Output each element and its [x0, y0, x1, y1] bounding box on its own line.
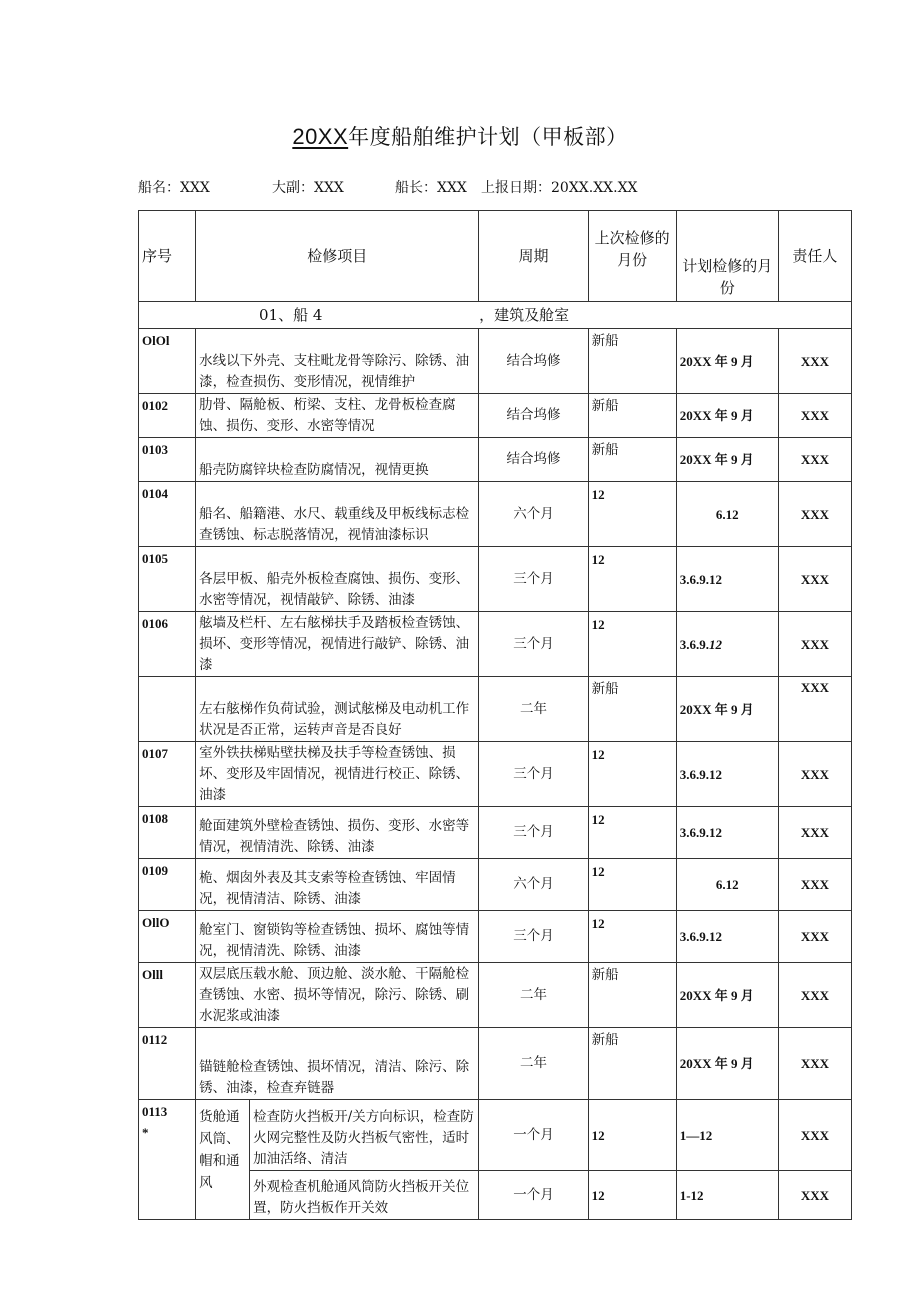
row-owner: XXX — [778, 677, 851, 742]
table-row — [139, 612, 852, 677]
row-description: 舷墙及栏杆、左右舷梯扶手及踏板检查锈蚀、损坏、变形等情况，视情进行敲铲、除锈、油漆 — [196, 612, 479, 677]
row-description: 左右舷梯作负荷试验，测试舷梯及电动机工作状况是否正常，运转声音是否良好 — [196, 677, 479, 742]
plan-text: 20XX 年 9 月 — [679, 353, 754, 369]
row-no: Olll — [139, 963, 196, 1028]
row-no — [139, 677, 196, 742]
table-row — [139, 1100, 852, 1171]
plan-text: 3.6.9.12 — [679, 571, 722, 587]
row-description: 船壳防腐锌块检查防腐情况，视情更换 — [196, 438, 479, 482]
row-owner: XXX — [778, 482, 851, 547]
row-owner: XXX — [778, 1028, 851, 1100]
row-description: 船名、船籍港、水尺、载重线及甲板线标志检查锈蚀、标志脱落情况，视情油漆标识 — [196, 482, 479, 547]
row-no: 0109 — [139, 859, 196, 911]
table-row — [139, 547, 852, 612]
row-period: 三个月 — [479, 612, 588, 677]
row-group: 货舱通风筒、帽和通风 — [196, 1100, 250, 1220]
row-period: 六个月 — [479, 859, 588, 911]
row-plan-month — [676, 547, 778, 612]
sub-period: 一个月 — [479, 1100, 588, 1171]
plan-text: 20XX 年 9 月 — [679, 987, 754, 1003]
row-last-month: 新船 — [588, 394, 676, 438]
row-owner: XXX — [778, 807, 851, 859]
row-plan-month — [676, 742, 778, 807]
first-mate: 大副：XXX — [272, 180, 344, 196]
sub-last-month: 12 — [588, 1100, 676, 1171]
row-description: 舱室门、窗锁钩等检查锈蚀、损坏、腐蚀等情况，视情清洗、除锈、油漆 — [196, 911, 479, 963]
row-last-month: 新船 — [588, 677, 676, 742]
section-right — [479, 302, 851, 329]
row-last-month: 12 — [588, 547, 676, 612]
maintenance-table — [138, 210, 852, 1220]
sub-last-month: 12 — [588, 1171, 676, 1220]
row-plan-month — [676, 963, 778, 1028]
row-owner: XXX — [778, 963, 851, 1028]
row-description: 双层底压载水舱、顶边舱、淡水舱、干隔舱检查锈蚀、水密、损坏等情况，除污、除锈、刷水泥浆或油漆 — [196, 963, 479, 1028]
sub-plan-month: 1-12 — [676, 1171, 778, 1220]
row-plan-month — [676, 482, 778, 547]
row-no-value: 0113 — [142, 1104, 168, 1119]
plan-text-italic: 12 — [708, 636, 722, 652]
row-owner: XXX — [778, 911, 851, 963]
row-plan-month — [676, 911, 778, 963]
row-period: 二年 — [479, 1028, 588, 1100]
row-last-month: 12 — [588, 742, 676, 807]
header-period: 周期 — [479, 211, 588, 302]
plan-text: 3.6.9.12 — [679, 825, 722, 840]
row-period: 结合坞修 — [479, 394, 588, 438]
row-plan-month — [676, 329, 778, 394]
row-last-month: 新船 — [588, 963, 676, 1028]
row-last-month: 12 — [588, 911, 676, 963]
row-last-month: 12 — [588, 807, 676, 859]
header-no: 序号 — [139, 211, 196, 302]
row-no: 0108 — [139, 807, 196, 859]
row-description: 各层甲板、船壳外板检查腐蚀、损伤、变形、水密等情况，视情敲铲、除锈、油漆 — [196, 547, 479, 612]
row-last-month: 新船 — [588, 438, 676, 482]
row-period: 三个月 — [479, 911, 588, 963]
row-period: 结合坞修 — [479, 329, 588, 394]
table-row — [139, 329, 852, 394]
table-row — [139, 911, 852, 963]
section-right-text: ，建筑及舱室 — [479, 305, 570, 324]
plan-text: 3.6.9.12 — [679, 766, 722, 782]
table-row — [139, 807, 852, 859]
row-last-month: 12 — [588, 482, 676, 547]
sub-description: 检查防火挡板开/关方向标识，检查防火网完整性及防火挡板气密性，适时加油活络、清洁 — [250, 1100, 479, 1171]
row-no: 0106 — [139, 612, 196, 677]
row-plan-month — [676, 394, 778, 438]
row-description: 桅、烟囱外表及其支索等检查锈蚀、牢固情况，视情清洁、除锈、油漆 — [196, 859, 479, 911]
sub-owner: XXX — [778, 1171, 851, 1220]
plan-text: 20XX 年 9 月 — [679, 1056, 754, 1071]
row-description: 舱面建筑外壁检查锈蚀、损伤、变形、水密等情况，视情清洗、除锈、油漆 — [196, 807, 479, 859]
row-period: 结合坞修 — [479, 438, 588, 482]
header-plan: 计划检修的月份 — [676, 211, 778, 302]
row-no — [139, 1100, 196, 1220]
table-row — [139, 859, 852, 911]
table-row — [139, 482, 852, 547]
row-no: 0112 — [139, 1028, 196, 1100]
row-last-month: 新船 — [588, 1028, 676, 1100]
ship-name: 船名：XXX — [138, 180, 210, 196]
captain: 船长：XXX — [395, 180, 467, 196]
row-no: 0104 — [139, 482, 196, 547]
table-row — [139, 963, 852, 1028]
row-period: 三个月 — [479, 547, 588, 612]
row-no: 0107 — [139, 742, 196, 807]
sub-plan-month: 1—12 — [676, 1100, 778, 1171]
row-period: 六个月 — [479, 482, 588, 547]
title-text: 年度船舶维护计划（甲板部） — [348, 125, 628, 149]
section-left: 01、船 4 — [139, 302, 589, 329]
row-no: OlOl — [139, 329, 196, 394]
plan-text: 20XX 年 9 月 — [679, 452, 754, 467]
header-owner: 责任人 — [778, 211, 851, 302]
row-owner: XXX — [778, 394, 851, 438]
row-period: 三个月 — [479, 742, 588, 807]
row-period: 三个月 — [479, 807, 588, 859]
row-last-month: 新船 — [588, 329, 676, 394]
row-owner: XXX — [778, 438, 851, 482]
plan-text: 6.12 — [715, 877, 739, 892]
row-description: 水线以下外壳、支柱毗龙骨等除污、除锈、油漆，检查损伤、变形情况，视情维护 — [196, 329, 479, 394]
row-description: 肋骨、隔舱板、桁梁、支柱、龙骨板检查腐蚀、损伤、变形、水密等情况 — [196, 394, 479, 438]
row-no-mark: * — [142, 1125, 149, 1140]
sub-description: 外观检查机舱通风筒防火挡板开关位置，防火挡板作开关效 — [250, 1171, 479, 1220]
row-no: 0103 — [139, 438, 196, 482]
header-last: 上次检修的月份 — [588, 211, 676, 302]
row-owner: XXX — [778, 547, 851, 612]
row-no: OllO — [139, 911, 196, 963]
row-owner: XXX — [778, 859, 851, 911]
plan-text: 20XX 年 9 月 — [679, 408, 754, 423]
row-period: 二年 — [479, 677, 588, 742]
meta-line — [0, 177, 920, 197]
plan-text: 6.12 — [715, 506, 739, 522]
page-title — [0, 121, 920, 151]
row-plan-month — [676, 612, 778, 677]
row-description: 室外铁扶梯贴壁扶梯及扶手等检查锈蚀、损坏、变形及牢固情况，视情进行校正、除锈、油漆 — [196, 742, 479, 807]
row-plan-month — [676, 859, 778, 911]
table-row — [139, 438, 852, 482]
table-header — [139, 211, 852, 302]
table-row — [139, 677, 852, 742]
row-plan-month — [676, 438, 778, 482]
row-plan-month — [676, 807, 778, 859]
row-no: 0102 — [139, 394, 196, 438]
row-plan-month — [676, 677, 778, 742]
plan-text: 3.6.9.12 — [679, 929, 722, 944]
row-owner: XXX — [778, 329, 851, 394]
table-row — [139, 742, 852, 807]
row-last-month: 12 — [588, 612, 676, 677]
row-last-month: 12 — [588, 859, 676, 911]
title-year: 20XX — [292, 124, 349, 149]
row-owner: XXX — [778, 612, 851, 677]
section-row — [139, 302, 852, 329]
row-owner: XXX — [778, 742, 851, 807]
row-plan-month — [676, 1028, 778, 1100]
table-row — [139, 1028, 852, 1100]
row-period: 二年 — [479, 963, 588, 1028]
row-no: 0105 — [139, 547, 196, 612]
sub-owner: XXX — [778, 1100, 851, 1171]
header-item: 检修项目 — [196, 211, 479, 302]
plan-text: 20XX 年 9 月 — [679, 701, 754, 717]
row-description: 锚链舱检查锈蚀、损坏情况，清洁、除污、除锈、油漆，检查弃链器 — [196, 1028, 479, 1100]
sub-period: 一个月 — [479, 1171, 588, 1220]
table-row — [139, 394, 852, 438]
plan-text: 3.6.9. — [679, 636, 709, 652]
report-date: 上报日期：20XX.XX.XX — [481, 180, 638, 196]
